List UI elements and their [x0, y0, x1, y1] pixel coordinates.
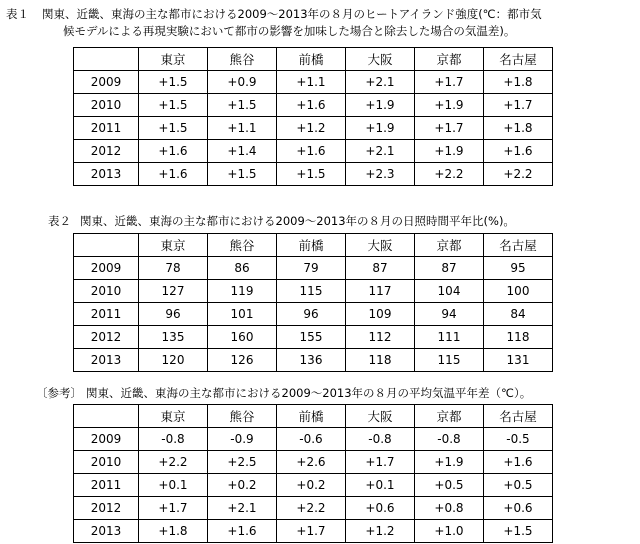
- value-cell: +1.7: [277, 520, 346, 543]
- table2-label: 表２: [48, 214, 71, 228]
- value-cell: -0.9: [208, 428, 277, 451]
- value-cell: +2.2: [484, 163, 553, 186]
- value-cell: -0.6: [277, 428, 346, 451]
- value-cell: +2.5: [208, 451, 277, 474]
- value-cell: +1.1: [208, 117, 277, 140]
- value-cell: 115: [415, 349, 484, 372]
- value-cell: 119: [208, 280, 277, 303]
- value-cell: +0.2: [277, 474, 346, 497]
- value-cell: +1.5: [277, 163, 346, 186]
- value-cell: 78: [139, 257, 208, 280]
- value-cell: +0.8: [415, 497, 484, 520]
- value-cell: +1.6: [484, 451, 553, 474]
- value-cell: 96: [139, 303, 208, 326]
- value-cell: 109: [346, 303, 415, 326]
- table-row: [74, 428, 553, 451]
- header-cell-kyoto: 京都: [415, 48, 484, 71]
- value-cell: +1.5: [208, 163, 277, 186]
- value-cell: -0.5: [484, 428, 553, 451]
- header-cell-osaka: 大阪: [346, 405, 415, 428]
- value-cell: +1.9: [346, 117, 415, 140]
- value-cell: 87: [415, 257, 484, 280]
- value-cell: +0.6: [346, 497, 415, 520]
- value-cell: +1.6: [139, 140, 208, 163]
- value-cell: +2.1: [346, 140, 415, 163]
- value-cell: +1.5: [139, 94, 208, 117]
- value-cell: +2.1: [208, 497, 277, 520]
- value-cell: +2.6: [277, 451, 346, 474]
- value-cell: -0.8: [415, 428, 484, 451]
- value-cell: +0.1: [139, 474, 208, 497]
- value-cell: +1.7: [139, 497, 208, 520]
- table1-label: 表１: [6, 7, 29, 21]
- value-cell: 84: [484, 303, 553, 326]
- table1-caption-line2: 候モデルによる再現実験において都市の影響を加味した場合と除去した場合の気温差)。: [63, 24, 516, 38]
- table-row: [74, 257, 553, 280]
- value-cell: 95: [484, 257, 553, 280]
- value-cell: 104: [415, 280, 484, 303]
- value-cell: 117: [346, 280, 415, 303]
- table-row: [74, 303, 553, 326]
- table1-caption: [6, 6, 542, 23]
- value-cell: +1.9: [415, 140, 484, 163]
- value-cell: +0.9: [208, 71, 277, 94]
- value-cell: +0.2: [208, 474, 277, 497]
- header-cell-kyoto: 京都: [415, 405, 484, 428]
- value-cell: 131: [484, 349, 553, 372]
- header-cell-maebashi: 前橋: [277, 234, 346, 257]
- value-cell: +1.0: [415, 520, 484, 543]
- value-cell: 120: [139, 349, 208, 372]
- header-cell-kumagaya: 熊谷: [208, 234, 277, 257]
- header-cell-tokyo: 東京: [139, 48, 208, 71]
- table1-heat-island-intensity: [73, 47, 553, 186]
- table3-caption: [36, 385, 531, 402]
- table-row: [74, 497, 553, 520]
- table-row: [74, 520, 553, 543]
- table-row: [74, 71, 553, 94]
- value-cell: 79: [277, 257, 346, 280]
- header-cell-nagoya: 名古屋: [484, 405, 553, 428]
- year-cell: 2013: [74, 520, 139, 543]
- table-row: [74, 280, 553, 303]
- value-cell: 136: [277, 349, 346, 372]
- year-cell: 2010: [74, 94, 139, 117]
- header-cell-nagoya: 名古屋: [484, 234, 553, 257]
- value-cell: +1.7: [415, 117, 484, 140]
- value-cell: 155: [277, 326, 346, 349]
- value-cell: 160: [208, 326, 277, 349]
- value-cell: 118: [484, 326, 553, 349]
- table1-caption-text: 関東、近畿、東海の主な都市における2009～2013年の８月のヒートアイランド強度(℃：都市気: [42, 7, 542, 21]
- year-cell: 2012: [74, 140, 139, 163]
- header-cell-osaka: 大阪: [346, 234, 415, 257]
- value-cell: 94: [415, 303, 484, 326]
- table2-caption-text: 関東、近畿、東海の主な都市における2009～2013年の８月の日照時間平年比(%)。: [80, 214, 515, 228]
- year-cell: 2010: [74, 280, 139, 303]
- table-row: [74, 163, 553, 186]
- value-cell: +1.4: [208, 140, 277, 163]
- value-cell: +1.5: [139, 71, 208, 94]
- value-cell: +1.6: [484, 140, 553, 163]
- table-header-row: [74, 405, 553, 428]
- header-cell-osaka: 大阪: [346, 48, 415, 71]
- table-row: [74, 474, 553, 497]
- table-row: [74, 326, 553, 349]
- year-cell: 2013: [74, 163, 139, 186]
- value-cell: +0.5: [484, 474, 553, 497]
- header-cell-kumagaya: 熊谷: [208, 405, 277, 428]
- value-cell: 96: [277, 303, 346, 326]
- header-corner-cell: [74, 234, 139, 257]
- year-cell: 2009: [74, 257, 139, 280]
- header-corner-cell: [74, 48, 139, 71]
- year-cell: 2013: [74, 349, 139, 372]
- value-cell: +1.5: [484, 520, 553, 543]
- table3-temperature-anomaly: [73, 404, 553, 543]
- header-cell-maebashi: 前橋: [277, 48, 346, 71]
- table3-label: 〔参考〕: [36, 386, 82, 400]
- header-cell-kyoto: 京都: [415, 234, 484, 257]
- value-cell: 111: [415, 326, 484, 349]
- table-row: [74, 349, 553, 372]
- value-cell: +1.5: [208, 94, 277, 117]
- value-cell: +1.1: [277, 71, 346, 94]
- value-cell: +2.1: [346, 71, 415, 94]
- value-cell: +1.6: [208, 520, 277, 543]
- value-cell: 86: [208, 257, 277, 280]
- table-row: [74, 140, 553, 163]
- value-cell: +2.3: [346, 163, 415, 186]
- value-cell: +1.8: [139, 520, 208, 543]
- year-cell: 2009: [74, 71, 139, 94]
- value-cell: 135: [139, 326, 208, 349]
- value-cell: +1.2: [346, 520, 415, 543]
- year-cell: 2011: [74, 303, 139, 326]
- value-cell: 115: [277, 280, 346, 303]
- header-cell-tokyo: 東京: [139, 405, 208, 428]
- value-cell: 118: [346, 349, 415, 372]
- value-cell: +2.2: [415, 163, 484, 186]
- value-cell: +1.6: [277, 140, 346, 163]
- header-cell-maebashi: 前橋: [277, 405, 346, 428]
- value-cell: +1.9: [346, 94, 415, 117]
- table2-sunshine-ratio: [73, 233, 553, 372]
- header-cell-tokyo: 東京: [139, 234, 208, 257]
- value-cell: 100: [484, 280, 553, 303]
- table-row: [74, 451, 553, 474]
- value-cell: +1.8: [484, 71, 553, 94]
- value-cell: +1.6: [277, 94, 346, 117]
- value-cell: +0.6: [484, 497, 553, 520]
- value-cell: +1.6: [139, 163, 208, 186]
- value-cell: +2.2: [139, 451, 208, 474]
- value-cell: +1.2: [277, 117, 346, 140]
- year-cell: 2012: [74, 326, 139, 349]
- value-cell: 87: [346, 257, 415, 280]
- value-cell: +1.9: [415, 94, 484, 117]
- year-cell: 2010: [74, 451, 139, 474]
- year-cell: 2011: [74, 117, 139, 140]
- value-cell: +1.9: [415, 451, 484, 474]
- value-cell: -0.8: [139, 428, 208, 451]
- table3-caption-text: 関東、近畿、東海の主な都市における2009～2013年の８月の平均気温平年差（℃）。: [86, 386, 532, 400]
- value-cell: +0.5: [415, 474, 484, 497]
- value-cell: +1.7: [484, 94, 553, 117]
- value-cell: +1.5: [139, 117, 208, 140]
- value-cell: +2.2: [277, 497, 346, 520]
- header-corner-cell: [74, 405, 139, 428]
- value-cell: +0.1: [346, 474, 415, 497]
- value-cell: +1.7: [415, 71, 484, 94]
- table-header-row: [74, 234, 553, 257]
- year-cell: 2009: [74, 428, 139, 451]
- value-cell: 126: [208, 349, 277, 372]
- table-header-row: [74, 48, 553, 71]
- table-row: [74, 117, 553, 140]
- header-cell-kumagaya: 熊谷: [208, 48, 277, 71]
- value-cell: 101: [208, 303, 277, 326]
- year-cell: 2012: [74, 497, 139, 520]
- value-cell: 112: [346, 326, 415, 349]
- table2-caption: [48, 213, 515, 230]
- value-cell: +1.7: [346, 451, 415, 474]
- value-cell: -0.8: [346, 428, 415, 451]
- year-cell: 2011: [74, 474, 139, 497]
- header-cell-nagoya: 名古屋: [484, 48, 553, 71]
- table-row: [74, 94, 553, 117]
- value-cell: +1.8: [484, 117, 553, 140]
- value-cell: 127: [139, 280, 208, 303]
